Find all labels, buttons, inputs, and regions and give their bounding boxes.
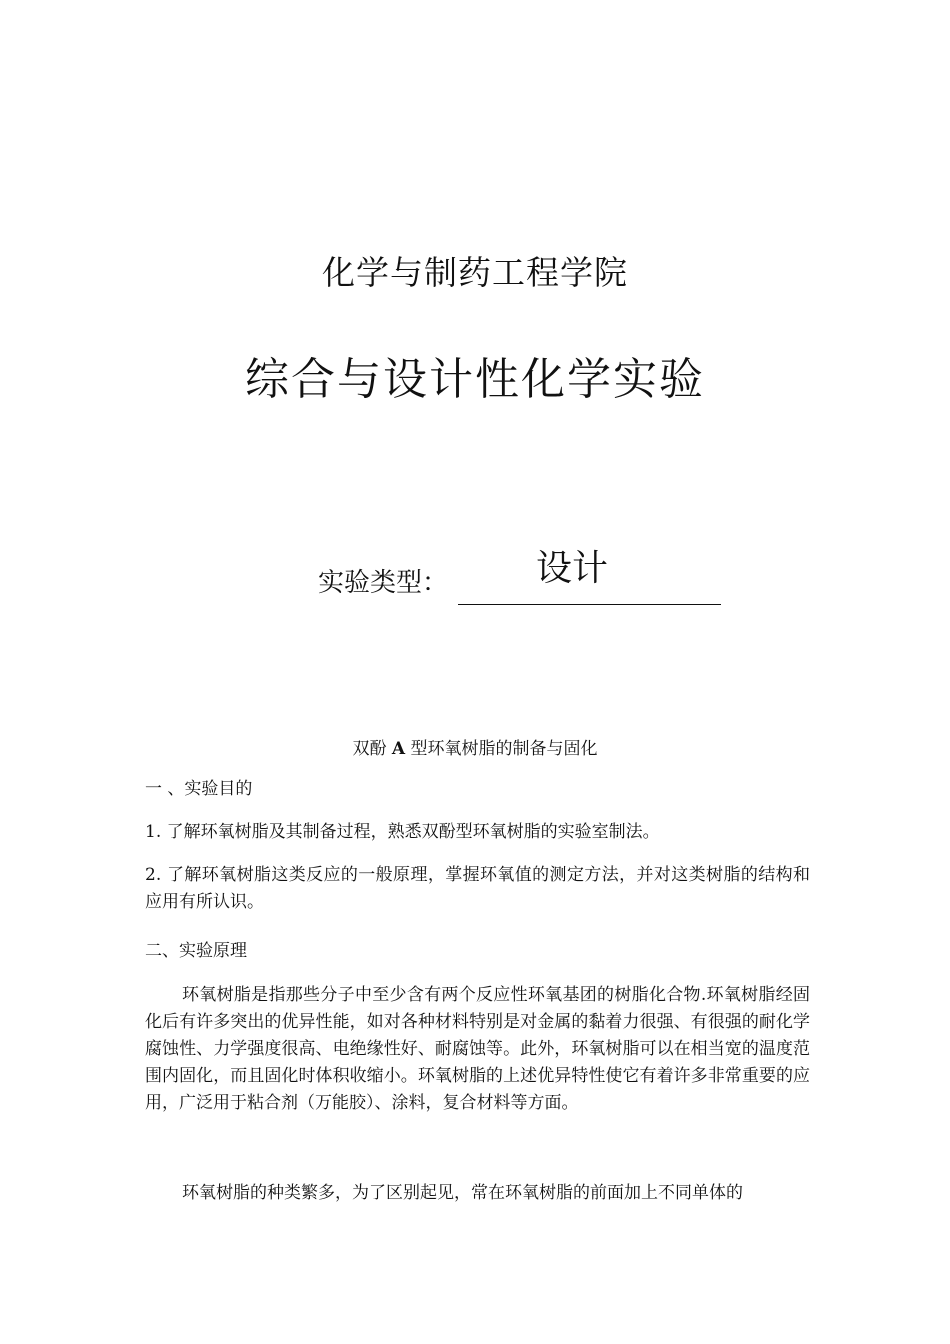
principle-paragraph-1: 环氧树脂是指那些分子中至少含有两个反应性环氧基团的树脂化合物.环氧树脂经固化后有许多突出的优异性能，如对各种材料特别是对金属的黏着力很强、有很强的耐化学腐蚀性、力学强度很高、电绝缘性好、耐腐蚀等。此外，环氧树脂可以在相当宽的温度范围内固化，而且固化时体积收缩小。环氧树脂的上述优异特性使它有着许多非常重要的应用，广泛用于粘合剂（万能胶）、涂料，复合材料等方面。	[145, 985, 810, 1113]
experiment-type-underline	[458, 604, 721, 605]
experiment-title	[0, 736, 950, 762]
objective-item-2: 2. 了解环氧树脂这类反应的一般原理，掌握环氧值的测定方法，并对这类树脂的结构和应用有所认识。	[145, 865, 810, 912]
experiment-type-row	[318, 545, 728, 615]
principle-paragraph-2: 环氧树脂的种类繁多，为了区别起见，常在环氧树脂的前面加上不同单体的	[182, 1183, 743, 1203]
experiment-title-prefix: 双酚	[352, 739, 387, 759]
experiment-title-bold: A	[391, 739, 406, 759]
section-heading-principle: 二、实验原理	[145, 941, 247, 961]
experiment-type-label: 实验类型：	[318, 568, 449, 598]
section-heading-objectives: 一 、实验目的	[145, 779, 253, 799]
experiment-type-value: 设计	[536, 548, 609, 589]
objective-item-1: 1. 了解环氧树脂及其制备过程，熟悉双酚型环氧树脂的实验室制法。	[145, 822, 660, 842]
college-name: 化学与制药工程学院	[322, 253, 628, 292]
experiment-title-suffix: 型环氧树脂的制备与固化	[410, 739, 598, 759]
course-title: 综合与设计性化学实验	[245, 354, 705, 405]
